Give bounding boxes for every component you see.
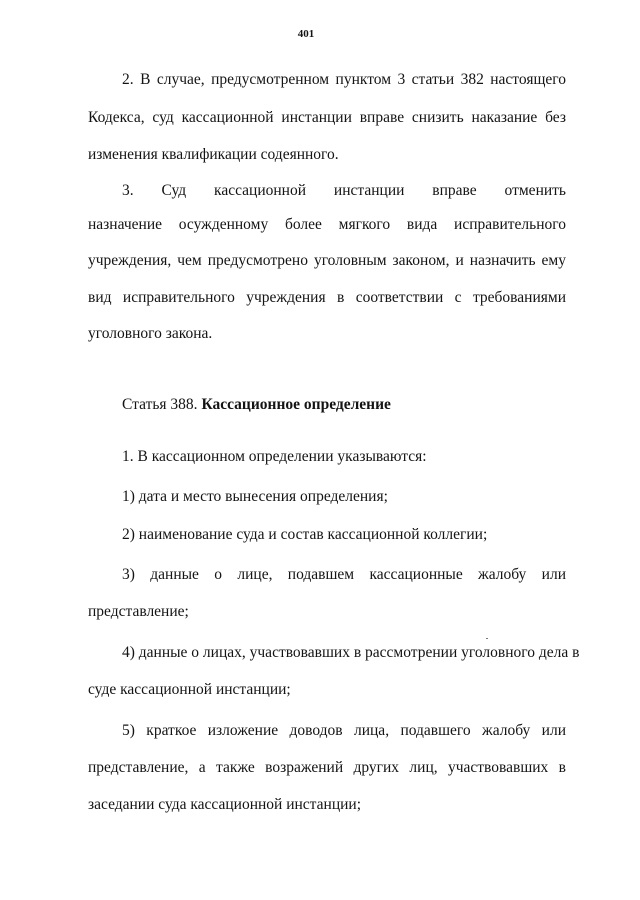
list-item: 1. В кассационном определении указываются: [122,448,427,465]
page-number: 401 [297,28,315,40]
list-item-continuation: заседании суда кассационной инстанции; [88,796,362,813]
article-heading [122,395,391,415]
paragraph-line: уголовного закона. [88,325,213,342]
list-item: 5) краткое изложение доводов лица, подавшего жалобу или [122,722,566,739]
list-item-continuation: представление; [88,603,189,620]
paragraph-line: 2. В случае, предусмотренном пунктом 3 статьи 382 настоящего [122,71,566,88]
list-item: 2) наименование суда и состав кассационной коллегии; [122,526,488,543]
paragraph-line: учреждения, чем предусмотрено уголовным законом, и назначить ему [88,252,566,269]
list-item-continuation: представление, а также возражений других лиц, участвовавших в [88,759,566,776]
list-item-continuation: суде кассационной инстанции; [88,681,291,698]
article-title: Кассационное определение [201,396,391,413]
paragraph-line: изменения квалификации содеянного. [88,146,339,163]
scan-dot [486,638,488,639]
list-item: 4) данные о лицах, участвовавших в рассмотрении уголовного дела в [122,644,580,661]
paragraph-line: назначение осужденному более мягкого вида исправительного [88,216,566,233]
paragraph-line: вид исправительного учреждения в соответствии с требованиями [88,289,566,306]
list-item: 1) дата и место вынесения определения; [122,488,388,505]
list-item: 3) данные о лице, подавшем кассационные жалобу или [122,566,566,583]
paragraph-line: Кодекса, суд кассационной инстанции вправе снизить наказание без [88,109,566,126]
article-prefix: Статья 388. [122,396,198,413]
paragraph-line: 3. Суд кассационной инстанции вправе отменить [122,182,566,199]
